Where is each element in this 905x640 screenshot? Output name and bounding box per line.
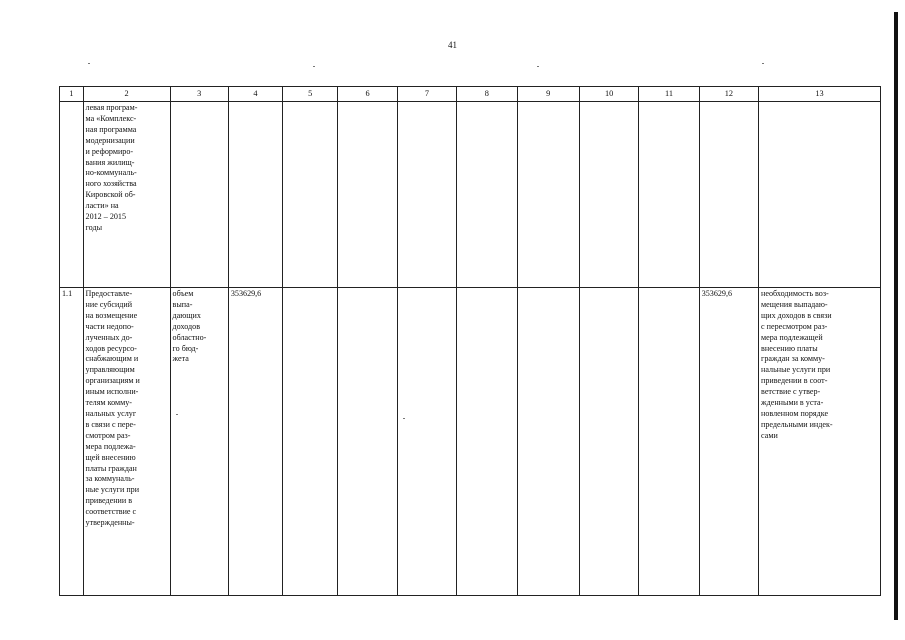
scan-speck	[313, 66, 315, 67]
cell-col-12-amount: 353629,6	[699, 288, 758, 596]
col-header-6: 6	[338, 87, 397, 102]
table-row-continuation	[60, 102, 881, 288]
cell-indicator: объем выпа- дающих доходов областно- го бюд- жета	[170, 288, 228, 596]
col-header-3: 3	[170, 87, 228, 102]
cell-justification	[759, 102, 881, 288]
cell-col-7	[397, 102, 456, 288]
cell-number	[60, 102, 84, 288]
header-row	[60, 87, 881, 102]
col-header-7: 7	[397, 87, 456, 102]
cell-col-5	[283, 288, 338, 596]
col-header-2: 2	[83, 87, 170, 102]
col-header-4: 4	[228, 87, 282, 102]
cell-col-4-amount: 353629,6	[228, 288, 282, 596]
cell-col-6	[338, 102, 397, 288]
cell-col-11	[639, 102, 699, 288]
col-header-9: 9	[517, 87, 579, 102]
cell-justification: необходимость воз- мещения выпадаю- щих доходов в связи с пересмотром раз- мера подлежащей внесению платы граждан за комму- нальные услуги при приведении в соот- ветствие с утвер- жденными в уста- новленном порядке предельными индек- сами	[759, 288, 881, 596]
cell-col-10	[579, 288, 638, 596]
cell-program-name: левая програм- ма «Комплекс- ная программа модернизации и реформиро- вания жилищ- но-коммуналь- ного хозяйства Кировской об- ласти» на 2012 – 2015 годы	[83, 102, 170, 288]
cell-col-10	[579, 102, 638, 288]
cell-col-7	[397, 288, 456, 596]
cell-col-11	[639, 288, 699, 596]
col-header-12: 12	[699, 87, 758, 102]
col-header-8: 8	[457, 87, 517, 102]
col-header-13: 13	[759, 87, 881, 102]
col-header-5: 5	[283, 87, 338, 102]
cell-col-12	[699, 102, 758, 288]
cell-col-6	[338, 288, 397, 596]
program-table	[59, 86, 881, 596]
page-number: 41	[448, 40, 457, 50]
cell-number: 1.1	[60, 288, 84, 596]
cell-col-4	[228, 102, 282, 288]
cell-col-8	[457, 288, 517, 596]
cell-col-9	[517, 288, 579, 596]
cell-measure-name: Предоставле- ние субсидий на возмещение части недопо- лученных до- ходов ресурсо- снабжающим и управляющим организациям и иным исполни- телям комму- нальных услуг в связи с пере- смотром раз- мера подлежа- щей внесению платы граждан за коммуналь- ные услуги при приведении в соответствие с утвержденны-	[83, 288, 170, 596]
cell-col-8	[457, 102, 517, 288]
col-header-10: 10	[579, 87, 638, 102]
col-header-11: 11	[639, 87, 699, 102]
cell-indicator	[170, 102, 228, 288]
col-header-1: 1	[60, 87, 84, 102]
scan-speck	[762, 63, 764, 64]
table-row-1-1	[60, 288, 881, 596]
cell-col-5	[283, 102, 338, 288]
scan-speck	[88, 63, 90, 64]
scan-edge-bar	[894, 12, 898, 620]
scan-speck	[537, 66, 539, 67]
cell-col-9	[517, 102, 579, 288]
